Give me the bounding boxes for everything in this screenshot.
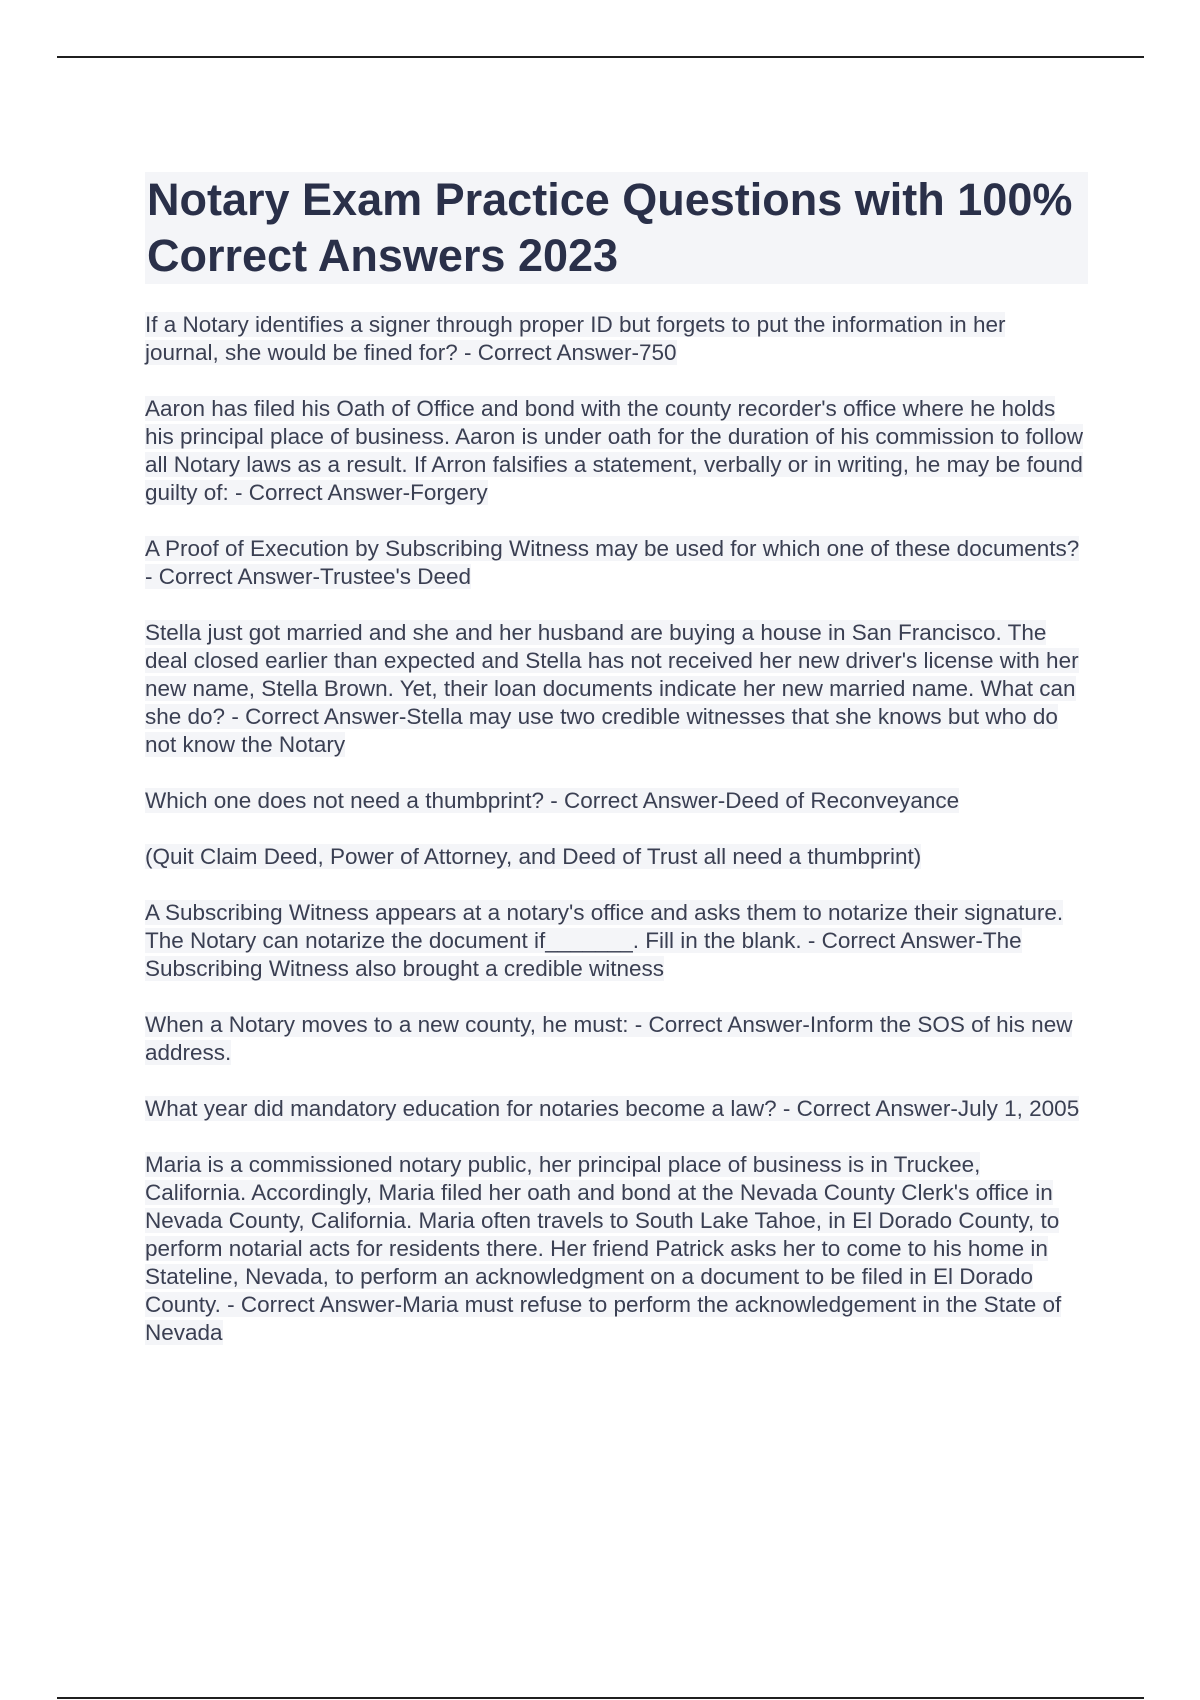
top-rule [57, 56, 1144, 58]
bottom-rule [57, 1697, 1144, 1699]
question-item: A Subscribing Witness appears at a notary's office and asks them to notarize their signature. The Notary can notarize the document if_______. Fill in the blank. - Correct Answer-The Subscribing Witness also brought a credible witness [145, 900, 1064, 981]
title-block [145, 172, 1088, 284]
document-title: Notary Exam Practice Questions with 100% Correct Answers 2023 [147, 174, 1073, 281]
question-item: Maria is a commissioned notary public, her principal place of business is in Truckee, California. Accordingly, Maria filed her oath and bond at the Nevada County Clerk's office in Nevada County, California. Maria often travels to South Lake Tahoe, in El Dorado County, to perform notarial acts for residents there. Her friend Patrick asks her to come to his home in Stateline, Nevada, to perform an acknowledgment on a document to be filed in El Dorado County. - Correct Answer-Maria must refuse to perform the acknowledgement in the State of Nevada [145, 1152, 1062, 1345]
question-item: Which one does not need a thumbprint? - Correct Answer-Deed of Reconveyance [145, 788, 960, 813]
note-item: (Quit Claim Deed, Power of Attorney, and Deed of Trust all need a thumbprint) [145, 844, 922, 869]
question-item: A Proof of Execution by Subscribing Witness may be used for which one of these documents? - Correct Answer-Trustee's Deed [145, 536, 1080, 589]
question-item: When a Notary moves to a new county, he must: - Correct Answer-Inform the SOS of his new address. [145, 1012, 1073, 1065]
question-item: If a Notary identifies a signer through proper ID but forgets to put the information in her journal, she would be fined for? - Correct Answer-750 [145, 312, 1006, 365]
question-item: Stella just got married and she and her husband are buying a house in San Francisco. The deal closed earlier than expected and Stella has not received her new driver's license with her new name, Stella Brown. Yet, their loan documents indicate her new married name. What can she do? - Correct Answer-Stella may use two credible witnesses that she knows but who do not know the Notary [145, 620, 1079, 757]
question-list [145, 311, 1085, 1375]
question-item: What year did mandatory education for notaries become a law? - Correct Answer-July 1, 2005 [145, 1096, 1080, 1121]
question-item: Aaron has filed his Oath of Office and bond with the county recorder's office where he holds his principal place of business. Aaron is under oath for the duration of his commission to follow all Notary laws as a result. If Arron falsifies a statement, verbally or in writing, he may be found guilty of: - Correct Answer-Forgery [145, 396, 1084, 505]
